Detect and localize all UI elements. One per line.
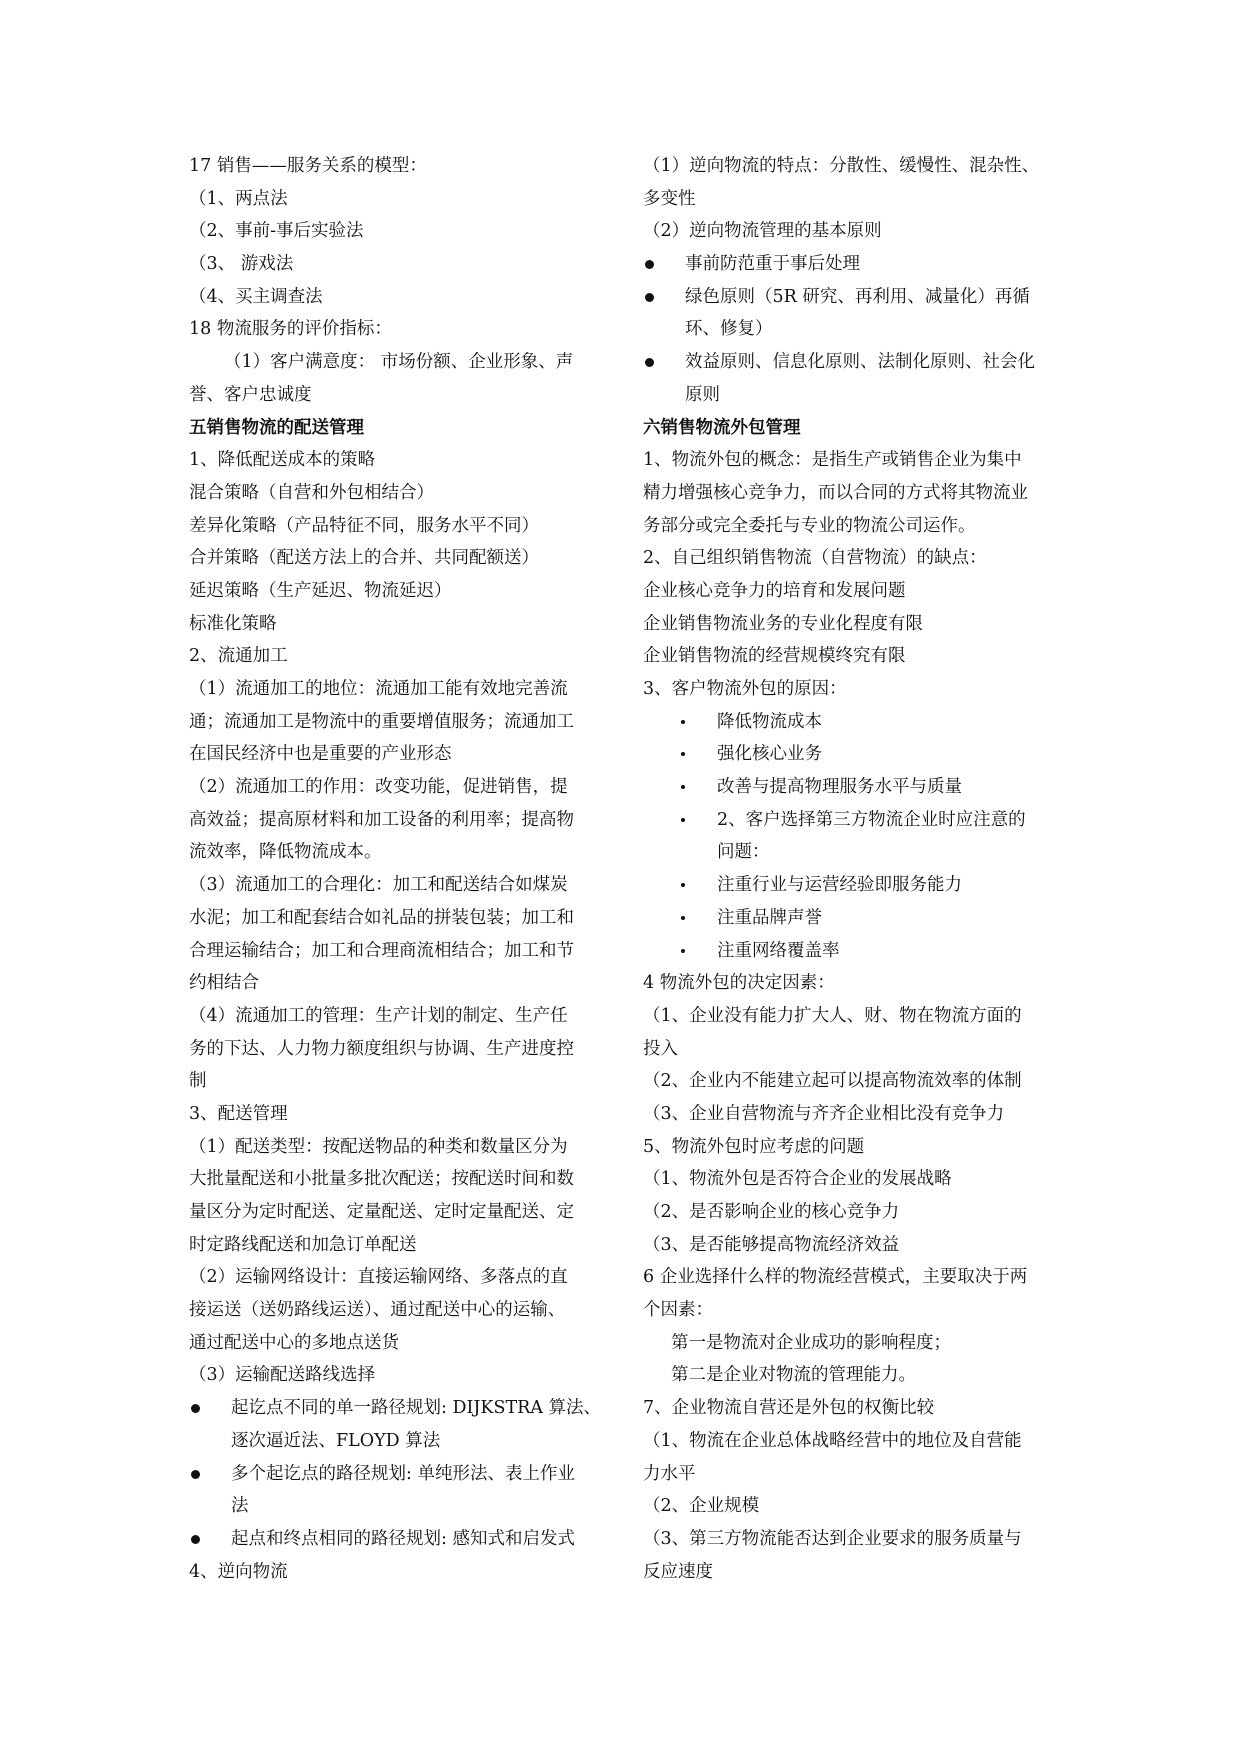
text-line xyxy=(643,1196,1063,1229)
text-line xyxy=(643,444,1063,477)
line-text: 1、降低配送成本的策略 xyxy=(189,450,376,471)
line-text: 起讫点不同的单一路径规划: DIJKSTRA 算法、 xyxy=(231,1398,602,1419)
text-line xyxy=(643,967,1063,1000)
line-text: 流效率，降低物流成本。 xyxy=(189,842,382,863)
small-bullet-icon xyxy=(681,785,685,789)
text-line xyxy=(189,1261,609,1294)
text-line xyxy=(189,444,609,477)
line-text: 第一是物流对企业成功的影响程度； xyxy=(671,1332,951,1353)
bullet-item xyxy=(189,1523,609,1556)
line-text: （1、两点法 xyxy=(189,188,288,209)
line-text: 合并策略（配送方法上的合并、共同配额送） xyxy=(189,548,539,569)
line-text: 2、自己组织销售物流（自营物流）的缺点： xyxy=(643,548,987,569)
text-line xyxy=(643,477,1063,510)
list-item xyxy=(643,935,1063,968)
text-line xyxy=(189,673,609,706)
line-text: 差异化策略（产品特征不同，服务水平不同） xyxy=(189,515,539,536)
text-line xyxy=(643,1523,1063,1556)
line-text: （2）流通加工的作用：改变功能，促进销售，提 xyxy=(189,777,568,798)
line-text: （2、事前-事后实验法 xyxy=(189,221,364,242)
text-line xyxy=(189,1163,609,1196)
line-text: （2、是否影响企业的核心竞争力 xyxy=(643,1202,900,1222)
line-text: 制 xyxy=(189,1071,207,1092)
line-text: 量区分为定时配送、定量配送、定时定量配送、定 xyxy=(189,1202,574,1222)
small-bullet-icon xyxy=(681,752,685,756)
line-text: （2、企业内不能建立起可以提高物流效率的体制 xyxy=(643,1071,1022,1092)
line-text: 绿色原则（5R 研究、再利用、减量化）再循 xyxy=(685,286,1030,307)
line-text: （3、第三方物流能否达到企业要求的服务质量与 xyxy=(643,1528,1022,1549)
line-text: 环、修复） xyxy=(685,319,773,340)
text-line xyxy=(189,248,609,281)
text-line xyxy=(643,673,1063,706)
text-line xyxy=(189,1327,609,1360)
text-line xyxy=(189,738,609,771)
line-text: 逐次逼近法、FLOYD 算法 xyxy=(231,1430,441,1451)
line-text: （1）客户满意度： 市场份额、企业形象、声 xyxy=(224,352,574,373)
line-text: 务部分或完全委托与专业的物流公司运作。 xyxy=(643,515,976,536)
text-line xyxy=(189,215,609,248)
text-line xyxy=(189,1000,609,1033)
line-text: 1、物流外包的概念：是指生产或销售企业为集中 xyxy=(643,450,1022,471)
line-text: （1、物流在企业总体战略经营中的地位及自营能 xyxy=(643,1430,1022,1451)
text-line xyxy=(189,935,609,968)
line-text: 3、配送管理 xyxy=(189,1103,288,1124)
text-line xyxy=(189,150,609,183)
line-text: 时定路线配送和加急订单配送 xyxy=(189,1234,417,1255)
line-text: 效益原则、信息化原则、法制化原则、社会化 xyxy=(685,352,1035,373)
line-text: 五销售物流的配送管理 xyxy=(189,417,364,438)
text-line xyxy=(189,281,609,314)
bullet-item-continuation xyxy=(643,379,1063,412)
text-line xyxy=(189,1556,609,1589)
section-heading xyxy=(189,412,609,445)
text-line xyxy=(643,1098,1063,1131)
line-text: （3、 游戏法 xyxy=(189,254,294,275)
line-text: （1、企业没有能力扩大人、财、物在物流方面的 xyxy=(643,1005,1022,1026)
bullet-item-continuation xyxy=(189,1490,609,1523)
line-text: 在国民经济中也是重要的产业形态 xyxy=(189,744,452,765)
line-text: 2、客户选择第三方物流企业时应注意的 xyxy=(717,809,1026,830)
line-text: 投入 xyxy=(643,1038,678,1059)
list-item xyxy=(643,869,1063,902)
list-item xyxy=(643,738,1063,771)
line-text: （3）流通加工的合理化：加工和配送结合如煤炭 xyxy=(189,875,568,896)
text-line xyxy=(189,804,609,837)
text-line xyxy=(643,1163,1063,1196)
text-line xyxy=(189,640,609,673)
line-text: 起点和终点相同的路径规划: 感知式和启发式 xyxy=(231,1528,575,1549)
line-text: 注重行业与运营经验即服务能力 xyxy=(717,875,962,896)
line-text: （3、是否能够提高物流经济效益 xyxy=(643,1234,900,1255)
text-line xyxy=(189,706,609,739)
text-line xyxy=(643,1458,1063,1491)
text-line xyxy=(643,1425,1063,1458)
text-line xyxy=(643,542,1063,575)
left-column xyxy=(189,150,609,1588)
text-line xyxy=(643,1000,1063,1033)
line-text: 问题： xyxy=(717,842,770,863)
line-text: 通；流通加工是物流中的重要增值服务；流通加工 xyxy=(189,711,574,732)
bullet-dot-icon xyxy=(191,1404,200,1413)
line-text: 强化核心业务 xyxy=(717,744,822,765)
line-text: （4）流通加工的管理：生产计划的制定、生产任 xyxy=(189,1005,568,1026)
line-text: 务的下达、人力物力额度组织与协调、生产进度控 xyxy=(189,1038,574,1059)
text-line xyxy=(189,477,609,510)
line-text: （2）运输网络设计：直接运输网络、多落点的直 xyxy=(189,1267,568,1288)
line-text: 混合策略（自营和外包相结合） xyxy=(189,482,434,503)
line-text: 多个起讫点的路径规划: 单纯形法、表上作业 xyxy=(231,1463,575,1484)
line-text: 7、企业物流自营还是外包的权衡比较 xyxy=(643,1398,935,1419)
line-text: 4、逆向物流 xyxy=(189,1561,288,1582)
line-text: 企业核心竞争力的培育和发展问题 xyxy=(643,580,906,601)
text-line xyxy=(643,608,1063,641)
line-text: 接运送（送奶路线运送）、通过配送中心的运输、 xyxy=(189,1300,566,1321)
bullet-item xyxy=(643,281,1063,314)
small-bullet-icon xyxy=(681,720,685,724)
small-bullet-icon xyxy=(681,883,685,887)
text-line xyxy=(189,542,609,575)
text-line xyxy=(643,1294,1063,1327)
text-line xyxy=(189,379,609,412)
line-text: （3、企业自营物流与齐齐企业相比没有竞争力 xyxy=(643,1103,1005,1124)
line-text: 水泥；加工和配套结合如礼品的拼装包装；加工和 xyxy=(189,907,574,928)
text-line xyxy=(189,313,609,346)
bullet-dot-icon xyxy=(645,358,654,367)
line-text: 高效益；提高原材料和加工设备的利用率；提高物 xyxy=(189,809,574,830)
text-line xyxy=(189,346,609,379)
line-text: （1）逆向物流的特点：分散性、缓慢性、混杂性、 xyxy=(643,156,1040,176)
line-text: 改善与提高物理服务水平与质量 xyxy=(717,777,962,798)
text-line xyxy=(643,510,1063,543)
text-line xyxy=(189,1229,609,1262)
bullet-item xyxy=(643,248,1063,281)
line-text: 6 企业选择什么样的物流经营模式，主要取决于两 xyxy=(643,1267,1028,1288)
text-line xyxy=(189,869,609,902)
list-item-continuation xyxy=(643,836,1063,869)
line-text: 企业销售物流的经营规模终究有限 xyxy=(643,646,906,667)
text-line xyxy=(189,1065,609,1098)
line-text: 4 物流外包的决定因素： xyxy=(643,973,835,994)
line-text: （4、买主调查法 xyxy=(189,286,323,307)
line-text: 标准化策略 xyxy=(189,613,277,634)
line-text: 原则 xyxy=(685,384,720,405)
text-line xyxy=(643,640,1063,673)
text-line xyxy=(643,1490,1063,1523)
line-text: 约相结合 xyxy=(189,973,259,994)
text-line xyxy=(189,510,609,543)
line-text: （1、物流外包是否符合企业的发展战略 xyxy=(643,1169,952,1190)
list-item xyxy=(643,902,1063,935)
text-line xyxy=(643,1556,1063,1589)
text-line xyxy=(643,183,1063,216)
line-text: 大批量配送和小批量多批次配送；按配送时间和数 xyxy=(189,1169,574,1190)
line-text: 注重品牌声誉 xyxy=(717,907,822,928)
bullet-item-continuation xyxy=(189,1425,609,1458)
text-line xyxy=(189,608,609,641)
line-text: （3）运输配送路线选择 xyxy=(189,1365,376,1386)
text-line xyxy=(189,1294,609,1327)
line-text: 5、物流外包时应考虑的问题 xyxy=(643,1136,865,1157)
line-text: 合理运输结合；加工和合理商流相结合；加工和节 xyxy=(189,940,574,961)
bullet-item xyxy=(189,1458,609,1491)
small-bullet-icon xyxy=(681,818,685,822)
list-item xyxy=(643,771,1063,804)
text-line xyxy=(643,1359,1063,1392)
text-line xyxy=(643,1131,1063,1164)
bullet-dot-icon xyxy=(645,293,654,302)
section-heading xyxy=(643,412,1063,445)
line-text: （1）流通加工的地位：流通加工能有效地完善流 xyxy=(189,679,568,699)
text-line xyxy=(643,575,1063,608)
line-text: 注重网络覆盖率 xyxy=(717,940,840,961)
text-line xyxy=(189,967,609,1000)
text-line xyxy=(189,1196,609,1229)
text-line xyxy=(189,183,609,216)
line-text: 事前防范重于事后处理 xyxy=(685,254,860,275)
line-text: 18 物流服务的评价指标： xyxy=(189,319,392,340)
line-text: 通过配送中心的多地点送货 xyxy=(189,1332,399,1353)
line-text: 多变性 xyxy=(643,188,696,209)
line-text: 力水平 xyxy=(643,1463,696,1484)
text-line xyxy=(643,1065,1063,1098)
bullet-item-continuation xyxy=(643,313,1063,346)
right-column xyxy=(643,150,1063,1588)
small-bullet-icon xyxy=(681,916,685,920)
line-text: （2、企业规模 xyxy=(643,1496,760,1517)
text-line xyxy=(643,1229,1063,1262)
line-text: 企业销售物流业务的专业化程度有限 xyxy=(643,613,923,634)
text-line xyxy=(643,1392,1063,1425)
text-line xyxy=(189,1033,609,1066)
bullet-dot-icon xyxy=(191,1470,200,1479)
text-line xyxy=(189,1131,609,1164)
text-line xyxy=(189,1098,609,1131)
list-item xyxy=(643,706,1063,739)
bullet-item xyxy=(643,346,1063,379)
line-text: 个因素： xyxy=(643,1300,713,1321)
bullet-item xyxy=(189,1392,609,1425)
line-text: 降低物流成本 xyxy=(717,711,822,732)
text-line xyxy=(643,150,1063,183)
line-text: 第二是企业对物流的管理能力。 xyxy=(671,1365,916,1386)
line-text: 17 销售——服务关系的模型： xyxy=(189,156,427,176)
line-text: （2）逆向物流管理的基本原则 xyxy=(643,221,882,242)
line-text: 法 xyxy=(231,1496,249,1517)
line-text: 3、客户物流外包的原因： xyxy=(643,679,847,699)
bullet-dot-icon xyxy=(191,1535,200,1544)
text-line xyxy=(643,215,1063,248)
text-line xyxy=(189,1359,609,1392)
line-text: 精力增强核心竞争力，而以合同的方式将其物流业 xyxy=(643,482,1028,503)
text-line xyxy=(643,1033,1063,1066)
list-item xyxy=(643,804,1063,837)
small-bullet-icon xyxy=(681,949,685,953)
line-text: （1）配送类型：按配送物品的种类和数量区分为 xyxy=(189,1136,568,1157)
text-line xyxy=(189,836,609,869)
bullet-dot-icon xyxy=(645,260,654,269)
text-line xyxy=(643,1261,1063,1294)
line-text: 反应速度 xyxy=(643,1561,713,1582)
text-line xyxy=(189,771,609,804)
text-line xyxy=(189,902,609,935)
line-text: 誉、客户忠诚度 xyxy=(189,384,312,405)
text-line xyxy=(643,1327,1063,1360)
line-text: 延迟策略（生产延迟、物流延迟） xyxy=(189,580,452,601)
text-line xyxy=(189,575,609,608)
line-text: 六销售物流外包管理 xyxy=(643,417,801,438)
line-text: 2、流通加工 xyxy=(189,646,288,667)
